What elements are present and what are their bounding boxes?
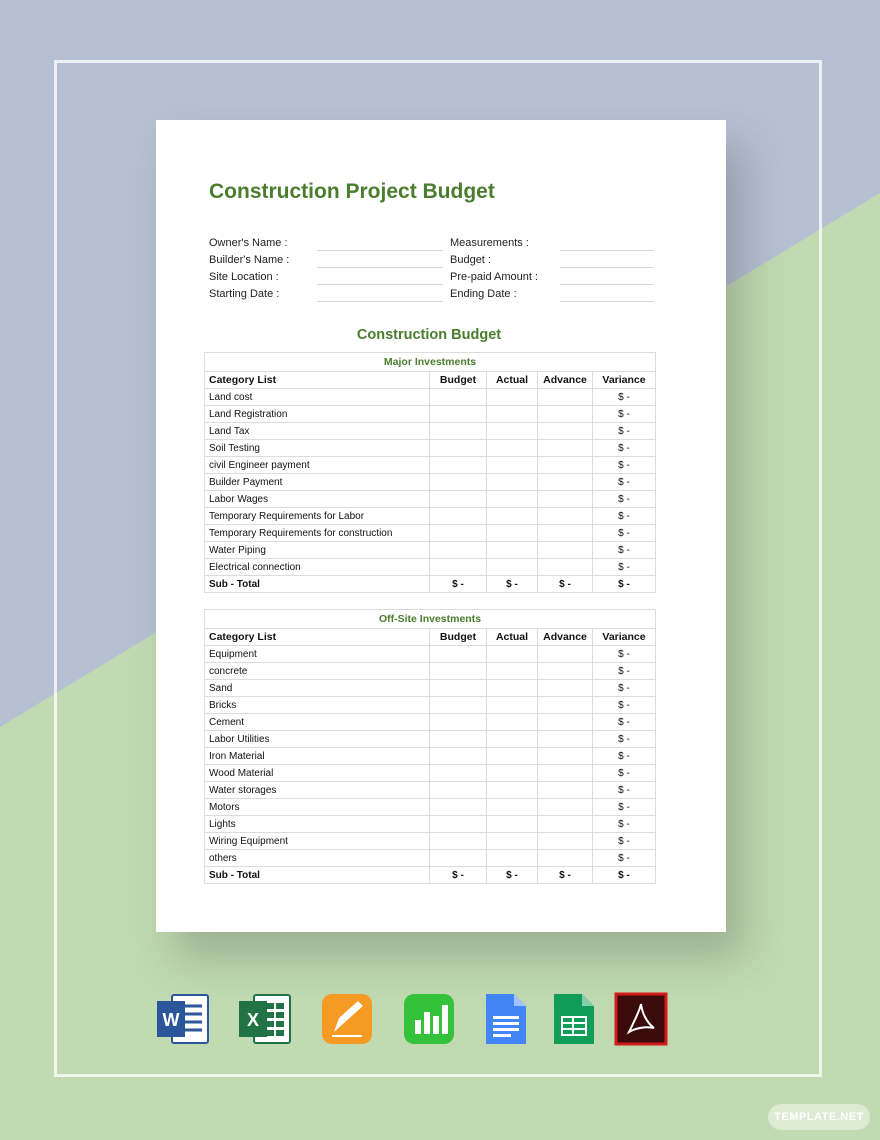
budget-field-line[interactable] — [560, 267, 654, 268]
actual-cell[interactable] — [487, 491, 538, 508]
budget-cell[interactable] — [430, 474, 487, 491]
col-header-variance: Variance — [593, 372, 656, 389]
actual-cell[interactable] — [487, 646, 538, 663]
actual-cell[interactable] — [487, 680, 538, 697]
actual-cell[interactable] — [487, 559, 538, 576]
category-cell: Soil Testing — [205, 440, 430, 457]
advance-cell[interactable] — [538, 833, 593, 850]
variance-cell: $ - — [593, 765, 656, 782]
subtotal-advance: $ - — [538, 576, 593, 593]
actual-cell[interactable] — [487, 765, 538, 782]
budget-cell[interactable] — [430, 525, 487, 542]
subtotal-budget: $ - — [430, 867, 487, 884]
table-row — [205, 697, 656, 714]
category-cell: Temporary Requirements for construction — [205, 525, 430, 542]
pages-icon[interactable] — [320, 992, 374, 1046]
table-row — [205, 799, 656, 816]
advance-cell[interactable] — [538, 714, 593, 731]
table-row — [205, 833, 656, 850]
budget-cell[interactable] — [430, 680, 487, 697]
col-header-category: Category List — [205, 372, 430, 389]
budget-cell[interactable] — [430, 646, 487, 663]
actual-cell[interactable] — [487, 542, 538, 559]
actual-cell[interactable] — [487, 474, 538, 491]
advance-cell[interactable] — [538, 816, 593, 833]
builder-field-line[interactable] — [317, 267, 443, 268]
table-row — [205, 731, 656, 748]
advance-cell[interactable] — [538, 508, 593, 525]
table-row — [205, 406, 656, 423]
budget-cell[interactable] — [430, 816, 487, 833]
advance-cell[interactable] — [538, 697, 593, 714]
advance-cell[interactable] — [538, 663, 593, 680]
advance-cell[interactable] — [538, 731, 593, 748]
category-cell: Bricks — [205, 697, 430, 714]
variance-cell: $ - — [593, 663, 656, 680]
subtotal-variance: $ - — [593, 867, 656, 884]
category-cell: concrete — [205, 663, 430, 680]
measurements-field-line[interactable] — [560, 250, 654, 251]
template-net-watermark: TEMPLATE.NET — [768, 1104, 870, 1130]
budget-cell[interactable] — [430, 697, 487, 714]
start-date-field-line[interactable] — [317, 301, 443, 302]
col-header-actual: Actual — [487, 372, 538, 389]
budget-cell[interactable] — [430, 559, 487, 576]
numbers-icon[interactable] — [402, 992, 456, 1046]
advance-cell[interactable] — [538, 765, 593, 782]
category-cell: Labor Utilities — [205, 731, 430, 748]
variance-cell: $ - — [593, 731, 656, 748]
actual-cell[interactable] — [487, 799, 538, 816]
category-cell: others — [205, 850, 430, 867]
actual-cell[interactable] — [487, 389, 538, 406]
col-header-actual: Actual — [487, 629, 538, 646]
table-row — [205, 389, 656, 406]
word-icon[interactable] — [156, 992, 210, 1046]
category-cell: Land Registration — [205, 406, 430, 423]
subtotal-budget: $ - — [430, 576, 487, 593]
category-cell: Iron Material — [205, 748, 430, 765]
budget-cell[interactable] — [430, 440, 487, 457]
info-label-end-date: Ending Date : — [450, 288, 517, 300]
advance-cell[interactable] — [538, 748, 593, 765]
variance-cell: $ - — [593, 697, 656, 714]
variance-cell: $ - — [593, 542, 656, 559]
col-header-budget: Budget — [430, 372, 487, 389]
actual-cell[interactable] — [487, 406, 538, 423]
table-row — [205, 440, 656, 457]
category-cell: Water Piping — [205, 542, 430, 559]
actual-cell[interactable] — [487, 714, 538, 731]
advance-cell[interactable] — [538, 389, 593, 406]
advance-cell[interactable] — [538, 423, 593, 440]
subtotal-actual: $ - — [487, 867, 538, 884]
info-label-measurements: Measurements : — [450, 237, 529, 249]
variance-cell: $ - — [593, 833, 656, 850]
category-cell: civil Engineer payment — [205, 457, 430, 474]
major-investments-table — [204, 352, 656, 593]
site-field-line[interactable] — [317, 284, 443, 285]
google-sheets-icon[interactable] — [546, 992, 600, 1046]
table-row — [205, 748, 656, 765]
category-cell: Equipment — [205, 646, 430, 663]
actual-cell[interactable] — [487, 508, 538, 525]
table-row — [205, 663, 656, 680]
table-row — [205, 559, 656, 576]
budget-cell[interactable] — [430, 748, 487, 765]
info-label-start-date: Starting Date : — [209, 288, 280, 300]
budget-cell[interactable] — [430, 542, 487, 559]
advance-cell[interactable] — [538, 799, 593, 816]
variance-cell: $ - — [593, 680, 656, 697]
variance-cell: $ - — [593, 474, 656, 491]
info-label-site: Site Location : — [209, 271, 279, 283]
svg-text:W: W — [162, 1010, 180, 1030]
advance-cell[interactable] — [538, 525, 593, 542]
actual-cell[interactable] — [487, 816, 538, 833]
category-cell: Lights — [205, 816, 430, 833]
svg-text:X: X — [246, 1010, 260, 1030]
subtotal-label: Sub - Total — [205, 867, 430, 884]
document-title: Construction Project Budget — [209, 180, 495, 203]
table-row — [205, 508, 656, 525]
excel-icon[interactable] — [238, 992, 292, 1046]
budget-cell[interactable] — [430, 406, 487, 423]
actual-cell[interactable] — [487, 423, 538, 440]
table-row — [205, 646, 656, 663]
actual-cell[interactable] — [487, 525, 538, 542]
table-row — [205, 816, 656, 833]
budget-cell[interactable] — [430, 423, 487, 440]
col-header-budget: Budget — [430, 629, 487, 646]
budget-cell[interactable] — [430, 850, 487, 867]
variance-cell: $ - — [593, 748, 656, 765]
variance-cell: $ - — [593, 389, 656, 406]
table-row — [205, 714, 656, 731]
variance-cell: $ - — [593, 457, 656, 474]
variance-cell: $ - — [593, 714, 656, 731]
category-cell: Motors — [205, 799, 430, 816]
category-cell: Sand — [205, 680, 430, 697]
info-label-prepaid: Pre-paid Amount : — [450, 271, 539, 283]
subtotal-advance: $ - — [538, 867, 593, 884]
actual-cell[interactable] — [487, 748, 538, 765]
table-row — [205, 850, 656, 867]
col-header-variance: Variance — [593, 629, 656, 646]
variance-cell: $ - — [593, 423, 656, 440]
variance-cell: $ - — [593, 491, 656, 508]
advance-cell[interactable] — [538, 850, 593, 867]
col-header-advance: Advance — [538, 372, 593, 389]
table-row — [205, 457, 656, 474]
advance-cell[interactable] — [538, 646, 593, 663]
subtotal-variance: $ - — [593, 576, 656, 593]
advance-cell[interactable] — [538, 491, 593, 508]
major-investments-title: Major Investments — [205, 353, 656, 372]
advance-cell[interactable] — [538, 406, 593, 423]
table-row — [205, 525, 656, 542]
document-page — [156, 120, 726, 932]
category-cell: Land Tax — [205, 423, 430, 440]
category-cell: Electrical connection — [205, 559, 430, 576]
prepaid-field-line[interactable] — [560, 284, 654, 285]
category-cell: Wiring Equipment — [205, 833, 430, 850]
variance-cell: $ - — [593, 646, 656, 663]
subtotal-row — [205, 867, 656, 884]
variance-cell: $ - — [593, 782, 656, 799]
category-cell: Labor Wages — [205, 491, 430, 508]
info-label-budget: Budget : — [450, 254, 491, 266]
advance-cell[interactable] — [538, 440, 593, 457]
budget-cell[interactable] — [430, 714, 487, 731]
owner-field-line[interactable] — [317, 250, 443, 251]
info-label-owner: Owner's Name : — [209, 237, 288, 249]
table-row — [205, 542, 656, 559]
variance-cell: $ - — [593, 440, 656, 457]
advance-cell[interactable] — [538, 680, 593, 697]
budget-cell[interactable] — [430, 508, 487, 525]
actual-cell[interactable] — [487, 833, 538, 850]
budget-cell[interactable] — [430, 782, 487, 799]
budget-cell[interactable] — [430, 833, 487, 850]
budget-cell[interactable] — [430, 389, 487, 406]
variance-cell: $ - — [593, 525, 656, 542]
budget-cell[interactable] — [430, 765, 487, 782]
budget-cell[interactable] — [430, 491, 487, 508]
category-cell: Wood Material — [205, 765, 430, 782]
variance-cell: $ - — [593, 816, 656, 833]
info-label-builder: Builder's Name : — [209, 254, 290, 266]
table-row — [205, 474, 656, 491]
category-cell: Temporary Requirements for Labor — [205, 508, 430, 525]
advance-cell[interactable] — [538, 782, 593, 799]
subtotal-label: Sub - Total — [205, 576, 430, 593]
variance-cell: $ - — [593, 406, 656, 423]
advance-cell[interactable] — [538, 542, 593, 559]
budget-cell[interactable] — [430, 731, 487, 748]
category-cell: Water storages — [205, 782, 430, 799]
google-docs-icon[interactable] — [478, 992, 532, 1046]
subtotal-actual: $ - — [487, 576, 538, 593]
variance-cell: $ - — [593, 508, 656, 525]
table-row — [205, 423, 656, 440]
table-row — [205, 765, 656, 782]
subtotal-row — [205, 576, 656, 593]
col-header-category: Category List — [205, 629, 430, 646]
budget-cell[interactable] — [430, 799, 487, 816]
category-cell: Builder Payment — [205, 474, 430, 491]
table-row — [205, 491, 656, 508]
variance-cell: $ - — [593, 850, 656, 867]
end-date-field-line[interactable] — [560, 301, 654, 302]
variance-cell: $ - — [593, 559, 656, 576]
category-cell: Land cost — [205, 389, 430, 406]
actual-cell[interactable] — [487, 663, 538, 680]
actual-cell[interactable] — [487, 850, 538, 867]
offsite-investments-title: Off-Site Investments — [205, 610, 656, 629]
actual-cell[interactable] — [487, 731, 538, 748]
offsite-investments-table — [204, 609, 656, 884]
variance-cell: $ - — [593, 799, 656, 816]
advance-cell[interactable] — [538, 474, 593, 491]
section-title: Construction Budget — [356, 327, 502, 343]
app-icons-row — [156, 992, 668, 1046]
actual-cell[interactable] — [487, 457, 538, 474]
table-row — [205, 680, 656, 697]
col-header-advance: Advance — [538, 629, 593, 646]
acrobat-icon[interactable] — [614, 992, 668, 1046]
advance-cell[interactable] — [538, 559, 593, 576]
actual-cell[interactable] — [487, 782, 538, 799]
actual-cell[interactable] — [487, 440, 538, 457]
category-cell: Cement — [205, 714, 430, 731]
actual-cell[interactable] — [487, 697, 538, 714]
table-row — [205, 782, 656, 799]
advance-cell[interactable] — [538, 457, 593, 474]
budget-cell[interactable] — [430, 457, 487, 474]
budget-cell[interactable] — [430, 663, 487, 680]
